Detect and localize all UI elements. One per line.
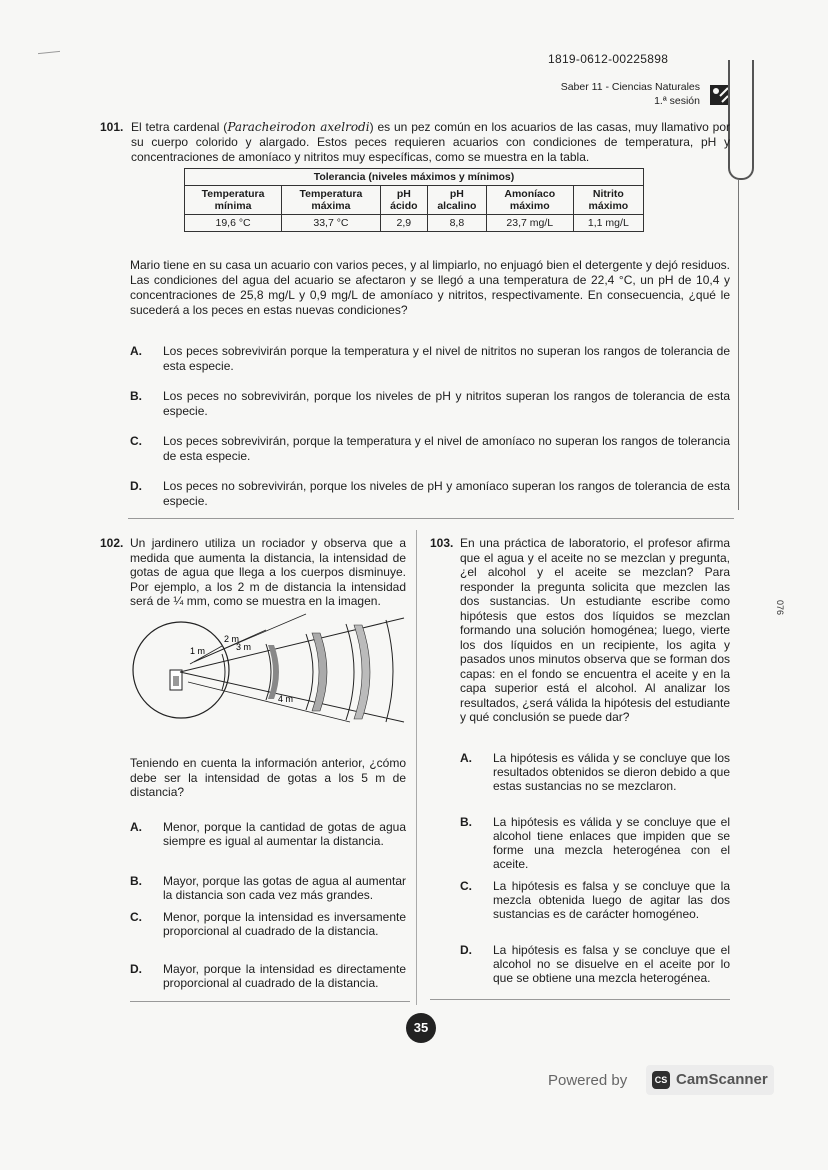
option-text: Menor, porque la cantidad de gotas de agua siempre es igual al aumentar la distancia.: [163, 820, 406, 848]
table-header: Amoníaco máximo: [486, 186, 573, 215]
page-number: 35: [406, 1013, 436, 1043]
table-caption: Tolerancia (niveles máximos y mínimos): [185, 169, 644, 186]
option-a[interactable]: [130, 344, 730, 374]
option-letter: D.: [460, 943, 472, 957]
table-header: pH ácido: [380, 186, 427, 215]
option-d[interactable]: [460, 943, 730, 985]
side-margin-mark: 076: [775, 600, 785, 616]
column-divider: [416, 530, 417, 1005]
binder-clip: [728, 60, 754, 180]
option-letter: C.: [130, 910, 142, 924]
area-2m: [268, 645, 279, 699]
table-header: Nitrito máximo: [573, 186, 643, 215]
sprinkler-body: [173, 676, 179, 686]
option-text: Los peces no sobrevivirán, porque los niveles de pH y amoníaco superan los rangos de tolerancia de esta especie.: [163, 479, 730, 508]
options-103: [460, 751, 730, 985]
question-stem: Un jardinero utiliza un rociador y observa que a medida que aumenta la distancia, la intensidad de gotas de agua que llega a los cuerpos disminuye. Por ejemplo, a los 2 m de distancia la intensidad será de ¼ mm, como se muestra en la imagen.: [130, 536, 406, 608]
option-letter: D.: [130, 962, 142, 976]
question-102: [100, 536, 406, 609]
option-b[interactable]: [130, 389, 730, 419]
option-text: La hipótesis es falsa y se concluye que la mezcla obtenida luego de agitar las dos sustancias es de carácter homogéneo.: [493, 879, 730, 921]
sprinkler-diagram: [128, 610, 406, 728]
label-4m: 4 m: [278, 694, 294, 704]
question-number: 102.: [100, 536, 124, 550]
option-letter: C.: [130, 434, 142, 448]
scan-corner-mark: [38, 51, 60, 62]
camscanner-icon: CS: [652, 1071, 670, 1089]
label-1m: 1 m: [190, 646, 206, 656]
arc-5m: [386, 620, 393, 722]
arc-4m: [346, 624, 354, 720]
option-a[interactable]: [130, 820, 406, 874]
option-b[interactable]: [460, 815, 730, 879]
table-cell: 1,1 mg/L: [573, 215, 643, 232]
brand-name: CamScanner: [676, 1071, 768, 1088]
stem-part: ) es un pez común en los acuarios de las casas, muy llamativo por su cuerpo colorido y alargado. Estos peces requieren acuarios con condiciones de temperatura, pH y concentraciones de amoníaco y nitritos muy específicas, como se muestra en la tabla.: [131, 120, 730, 164]
exam-header: [520, 80, 700, 108]
question-stem: En una práctica de laboratorio, el profesor afirma que el agua y el aceite no se mezclan y pregunta, ¿el alcohol y el aceite se mezclan? Para responder la pregunta solicita que mezclen las dos sustancias. Un estudiante escribe como hipótesis que estos dos líquidos se mezclan formando una solución homogénea; luego, vierte los dos líquidos en un recipiente, los agita y pasados unos minutos observa que se forman dos capas: en el fondo se encuentra el aceite y en la capa superior está el alcohol. Al analizar los resultados, ¿será válida la hipótesis del estudiante y qué conclusión se puede dar?: [460, 536, 730, 724]
option-text: La hipótesis es válida y se concluye que los resultados obtenidos se dieron debido a que estas sustancias no se mezclaron.: [493, 751, 730, 793]
area-4m: [354, 625, 370, 719]
arc-3m: [306, 634, 313, 710]
table-header: pH alcalino: [427, 186, 486, 215]
dimension-3m: [198, 614, 306, 660]
options-101: [130, 344, 730, 524]
option-letter: C.: [460, 879, 472, 893]
table-cell: 8,8: [427, 215, 486, 232]
question-number: 103.: [430, 536, 454, 550]
table-cell: 19,6 °C: [185, 215, 282, 232]
label-3m: 3 m: [236, 642, 252, 652]
scenario-text: Mario tiene en su casa un acuario con varios peces, y al limpiarlo, no enjuagó bien el detergente y dejó residuos. Las condiciones del agua del acuario se afectaron y se llegó a una temperatura de 22,4 °C, un pH de 10,4 y concentraciones de 25,8 mg/L y 0,9 mg/L de amoníaco y nitritos, respectivamente. En consecuencia, ¿qué le sucederá a los peces en estas nuevas condiciones?: [130, 258, 730, 317]
option-text: Mayor, porque las gotas de agua al aumentar la distancia son cada vez más grandes.: [163, 874, 406, 902]
option-d[interactable]: [130, 962, 406, 990]
option-letter: A.: [460, 751, 472, 765]
camscanner-watermark: [548, 1065, 776, 1097]
option-text: La hipótesis es falsa y se concluye que el alcohol no se disuelve en el aceite por lo que se obtiene una mezcla heterogénea.: [493, 943, 730, 985]
option-a[interactable]: [460, 751, 730, 815]
option-text: Menor, porque la intensidad es inversamente proporcional al cuadrado de la distancia.: [163, 910, 406, 938]
option-letter: A.: [130, 344, 142, 358]
option-b[interactable]: [130, 874, 406, 910]
option-letter: A.: [130, 820, 142, 834]
option-letter: D.: [130, 479, 142, 493]
session-label: 1.ª sesión: [654, 95, 700, 107]
option-letter: B.: [460, 815, 472, 829]
option-text: Mayor, porque la intensidad es directamente proporcional al cuadrado de la distancia.: [163, 962, 406, 990]
section-divider: [128, 518, 734, 519]
table-header: Temperatura máxima: [282, 186, 381, 215]
question-103: [430, 536, 730, 725]
option-d[interactable]: [130, 479, 730, 509]
stem-part: El tetra cardenal (: [131, 120, 228, 134]
option-text: Los peces sobrevivirán, porque la temperatura y el nivel de amoníaco no superan los rangos de tolerancia de esta especie.: [163, 434, 730, 463]
document-id: 1819-0612-00225898: [548, 52, 669, 66]
camscanner-badge: [646, 1065, 774, 1095]
margin-line: [738, 180, 739, 510]
area-3m: [312, 633, 327, 711]
question-102-followup: Teniendo en cuenta la información anterior, ¿cómo debe ser la intensidad de gotas a los 5 m de distancia?: [130, 756, 406, 799]
option-text: Los peces no sobrevivirán, porque los niveles de pH y nitritos superan los rangos de tolerancia de esta especie.: [163, 389, 730, 418]
option-text: Los peces sobrevivirán porque la temperatura y el nivel de nitritos no superan los rangos de tolerancia de esta especie.: [163, 344, 730, 373]
bottom-rule-right: [430, 999, 730, 1000]
spray-edge-top: [180, 618, 404, 672]
arc-1m: [222, 654, 225, 690]
question-101: [100, 120, 730, 165]
label-2m: 2 m: [224, 634, 240, 644]
tolerance-table: [184, 168, 644, 232]
exam-title: Saber 11 - Ciencias Naturales: [560, 81, 700, 93]
options-102: [130, 820, 406, 990]
option-letter: B.: [130, 874, 142, 888]
table-header: Temperatura mínima: [185, 186, 282, 215]
table-cell: 2,9: [380, 215, 427, 232]
option-letter: B.: [130, 389, 142, 403]
bottom-rule-left: [130, 1001, 410, 1002]
species-name: Paracheirodon axelrodi: [227, 120, 370, 134]
option-c[interactable]: [130, 910, 406, 962]
table-cell: 33,7 °C: [282, 215, 381, 232]
question-number: 101.: [100, 120, 124, 134]
option-c[interactable]: [460, 879, 730, 943]
option-text: La hipótesis es válida y se concluye que el alcohol tiene enlaces que impiden que se forme una mezcla heterogénea con el aceite.: [493, 815, 730, 871]
question-stem: [131, 120, 730, 165]
option-c[interactable]: [130, 434, 730, 464]
table-cell: 23,7 mg/L: [486, 215, 573, 232]
powered-by-label: Powered by: [548, 1072, 628, 1089]
